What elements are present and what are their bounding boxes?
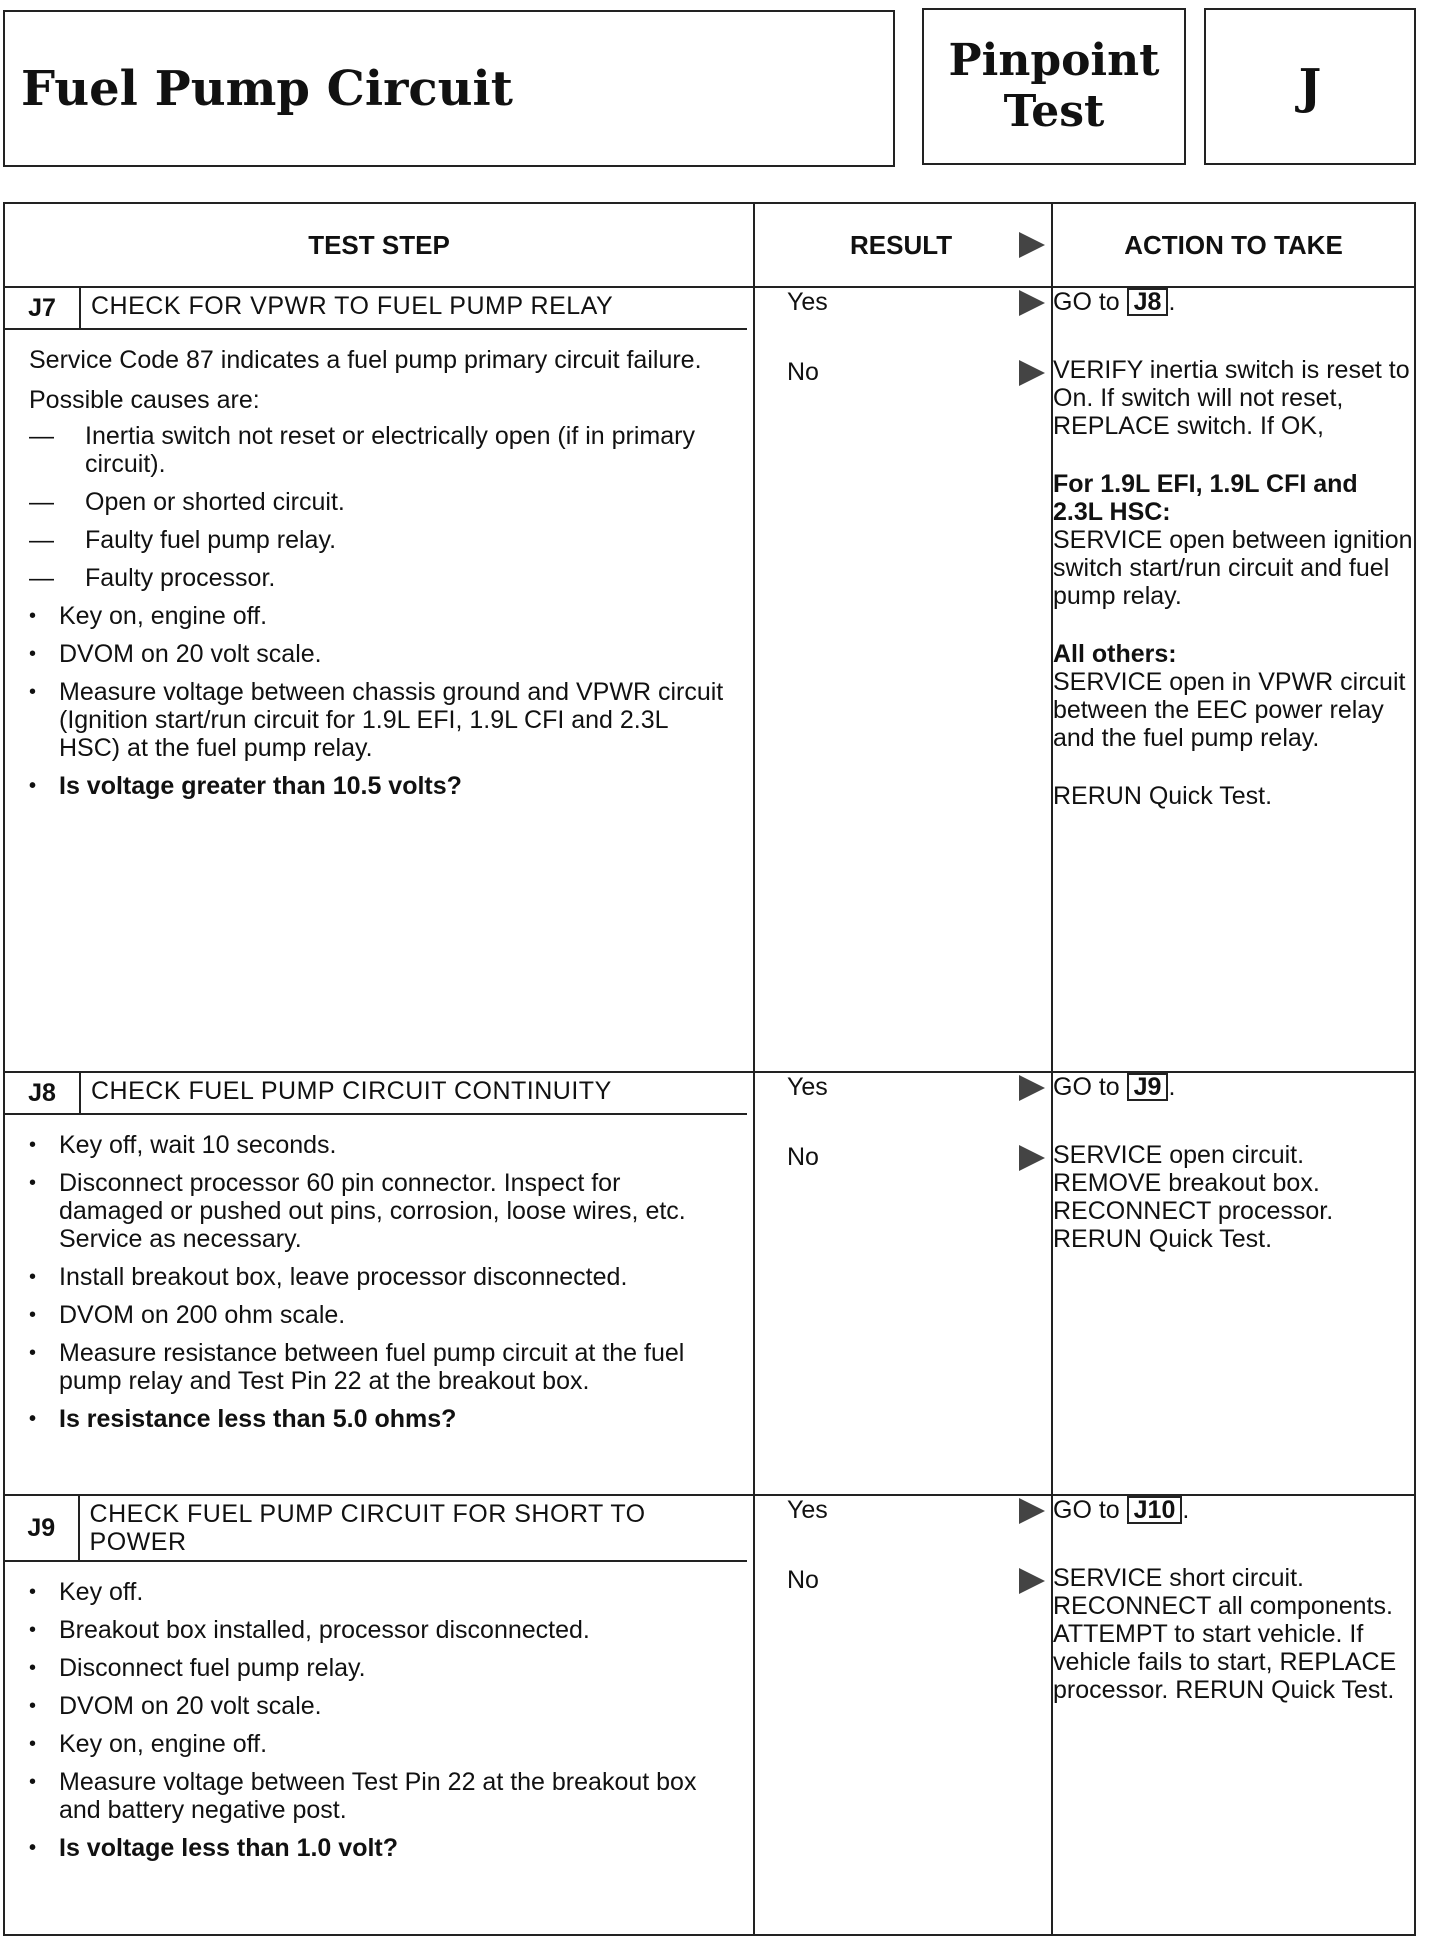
test-step-cell — [4, 287, 754, 1072]
action-rerun: RERUN Quick Test. — [1053, 782, 1273, 810]
pinpoint-line2: Test — [1003, 85, 1105, 137]
bullet-icon: • — [29, 1134, 37, 1156]
action-no: SERVICE short circuit. RECONNECT all components. ATTEMPT to start vehicle. If vehicle fails to start, REPLACE processor. RERUN Quick Test. — [1053, 1564, 1397, 1704]
list-item: — Open or shorted circuit. — [29, 488, 345, 516]
list-item-text: Install breakout box, leave processor disconnected. — [59, 1263, 628, 1291]
step-intro: Service Code 87 indicates a fuel pump primary circuit failure. — [29, 346, 702, 374]
arrow-icon — [1019, 1498, 1045, 1524]
list-item-text: Faulty fuel pump relay. — [85, 526, 337, 554]
step-header — [5, 1073, 747, 1115]
list-item-text: Disconnect fuel pump relay. — [59, 1654, 366, 1682]
action-yes — [1053, 288, 1414, 316]
question-text: Is voltage less than 1.0 volt? — [59, 1834, 399, 1862]
list-item: — Inertia switch not reset or electrically open (if in primary circuit). — [29, 422, 729, 478]
pinpoint-line1: Pinpoint — [948, 34, 1160, 86]
action-end: . — [1168, 288, 1176, 316]
list-item — [29, 1692, 729, 1720]
arrow-icon — [1019, 1075, 1045, 1101]
list-item: — Faulty fuel pump relay. — [29, 526, 337, 554]
list-item-text: Disconnect processor 60 pin connector. Inspect for damaged or pushed out pins, corrosion, loose wires, etc. Service as necessary. — [59, 1169, 686, 1253]
bullet-icon: • — [29, 605, 37, 627]
bullet-icon: • — [29, 1657, 37, 1679]
list-item — [29, 1768, 729, 1824]
action-text: SERVICE open between ignition switch start/run circuit and fuel pump relay. — [1053, 526, 1413, 610]
arrow-icon — [1019, 290, 1045, 316]
list-item — [29, 1301, 729, 1329]
action-cell — [1052, 287, 1415, 1072]
result-label: Yes — [787, 288, 828, 316]
action-text: SERVICE open in VPWR circuit between the EEC power relay and the fuel pump relay. — [1053, 668, 1406, 752]
list-item — [29, 1616, 729, 1644]
list-item-text: DVOM on 200 ohm scale. — [59, 1301, 346, 1329]
question-text: Is voltage greater than 10.5 volts? — [59, 772, 462, 800]
step-question — [29, 1405, 729, 1433]
result-no — [787, 1566, 1051, 1596]
step-header — [5, 288, 747, 330]
result-label: Yes — [787, 1496, 828, 1524]
go-to-text: GO to — [1053, 1073, 1120, 1101]
go-to-text: GO to — [1053, 288, 1120, 316]
go-to-text: GO to — [1053, 1496, 1120, 1524]
list-item — [29, 1654, 729, 1682]
step-title: CHECK FUEL PUMP CIRCUIT FOR SHORT TO POWER — [89, 1500, 646, 1556]
step-reference: J10 — [1127, 1496, 1183, 1524]
list-item-text: Inertia switch not reset or electrically open (if in primary circuit). — [85, 422, 695, 478]
list-item — [29, 1169, 729, 1253]
column-header-test-step: TEST STEP — [4, 203, 754, 287]
list-item-text: Key off, wait 10 seconds. — [59, 1131, 337, 1159]
list-item — [29, 1730, 729, 1758]
action-no-verify: VERIFY inertia switch is reset to On. If switch will not reset, REPLACE switch. If OK, — [1053, 356, 1410, 440]
step-header — [5, 1496, 747, 1562]
page-title: Fuel Pump Circuit — [3, 10, 895, 167]
action-cell — [1052, 1072, 1415, 1495]
bullet-icon: • — [29, 1581, 37, 1603]
action-yes — [1053, 1073, 1414, 1101]
bullet-icon: • — [29, 1771, 37, 1793]
bullet-icon: • — [29, 1695, 37, 1717]
step-question — [29, 772, 729, 800]
action-subheading: For 1.9L EFI, 1.9L CFI and 2.3L HSC: — [1053, 470, 1358, 526]
result-label: No — [787, 1143, 819, 1171]
step-title: CHECK FOR VPWR TO FUEL PUMP RELAY — [91, 292, 614, 320]
list-item-text: Key on, engine off. — [59, 1730, 268, 1758]
bullet-icon: • — [29, 1304, 37, 1326]
bullet-icon: • — [29, 681, 37, 703]
test-step-cell — [4, 1495, 754, 1935]
step-reference: J8 — [1127, 288, 1169, 316]
bullet-icon: • — [29, 1172, 37, 1194]
step-body — [5, 330, 753, 822]
step-id: J7 — [5, 288, 81, 328]
result-cell — [754, 1495, 1052, 1935]
list-item-text: Key off. — [59, 1578, 144, 1606]
bullet-icon: • — [29, 1408, 37, 1430]
list-item: — Faulty processor. — [29, 564, 276, 592]
bullet-icon: • — [29, 775, 37, 797]
result-label: No — [787, 358, 819, 386]
step-question — [29, 1834, 729, 1862]
action-no-group2 — [1053, 640, 1414, 752]
list-item-text: DVOM on 20 volt scale. — [59, 1692, 322, 1720]
action-yes — [1053, 1496, 1414, 1524]
column-header-action: ACTION TO TAKE — [1052, 203, 1415, 287]
step-id: J9 — [5, 1496, 80, 1560]
list-item-text: Measure voltage between chassis ground and VPWR circuit (Ignition start/run circuit for 1.9L EFI, 1.9L CFI and 2.3L HSC) at the fuel pump relay. — [59, 678, 724, 762]
list-item-text: Open or shorted circuit. — [85, 488, 345, 516]
result-yes — [787, 288, 1051, 318]
pinpoint-test-label — [922, 8, 1186, 165]
step-reference: J9 — [1127, 1073, 1169, 1101]
arrow-icon — [1019, 1568, 1045, 1594]
action-no: SERVICE open circuit. REMOVE breakout box. RECONNECT processor. RERUN Quick Test. — [1053, 1141, 1334, 1253]
action-end: . — [1168, 1073, 1176, 1101]
list-item-text: Measure resistance between fuel pump circuit at the fuel pump relay and Test Pin 22 at the breakout box. — [59, 1339, 685, 1395]
list-item-text: DVOM on 20 volt scale. — [59, 640, 322, 668]
result-no — [787, 1143, 1051, 1173]
list-item-text: Measure voltage between Test Pin 22 at the breakout box and battery negative post. — [59, 1768, 697, 1824]
bullet-icon: • — [29, 1342, 37, 1364]
list-item-text: Key on, engine off. — [59, 602, 268, 630]
action-subheading: All others: — [1053, 640, 1177, 668]
list-item — [29, 1263, 729, 1291]
result-no — [787, 358, 1051, 388]
arrow-icon — [1019, 360, 1045, 386]
arrow-icon — [1019, 232, 1045, 258]
list-item — [29, 1131, 729, 1159]
bullet-icon: • — [29, 1619, 37, 1641]
arrow-icon — [1019, 1145, 1045, 1171]
step-body — [5, 1115, 753, 1455]
bullet-icon: • — [29, 643, 37, 665]
list-item — [29, 1578, 729, 1606]
action-cell — [1052, 1495, 1415, 1935]
result-yes — [787, 1073, 1051, 1103]
column-header-result — [754, 203, 1052, 287]
list-item — [29, 602, 729, 630]
test-step-cell — [4, 1072, 754, 1495]
bullet-icon: • — [29, 1733, 37, 1755]
step-title: CHECK FUEL PUMP CIRCUIT CONTINUITY — [91, 1077, 612, 1105]
table-header-row — [4, 203, 1415, 287]
table-row — [4, 287, 1415, 1072]
step-body — [5, 1562, 753, 1884]
action-end: . — [1182, 1496, 1190, 1524]
list-item — [29, 640, 729, 668]
list-item-text: Faulty processor. — [85, 564, 276, 592]
list-item — [29, 678, 729, 762]
action-no-group1 — [1053, 470, 1414, 610]
question-text: Is resistance less than 5.0 ohms? — [59, 1405, 457, 1433]
bullet-icon: • — [29, 1837, 37, 1859]
result-label: No — [787, 1566, 819, 1594]
test-letter: J — [1204, 8, 1416, 165]
table-row — [4, 1495, 1415, 1935]
table-row — [4, 1072, 1415, 1495]
result-label: Yes — [787, 1073, 828, 1101]
result-header-label: RESULT — [850, 230, 953, 260]
pinpoint-test-table — [3, 202, 1416, 1936]
list-item-text: Breakout box installed, processor disconnected. — [59, 1616, 590, 1644]
result-cell — [754, 1072, 1052, 1495]
list-item — [29, 1339, 729, 1395]
bullet-icon: • — [29, 1266, 37, 1288]
causes-label: Possible causes are: — [29, 386, 260, 414]
step-id: J8 — [5, 1073, 81, 1113]
result-yes — [787, 1496, 1051, 1526]
result-cell — [754, 287, 1052, 1072]
